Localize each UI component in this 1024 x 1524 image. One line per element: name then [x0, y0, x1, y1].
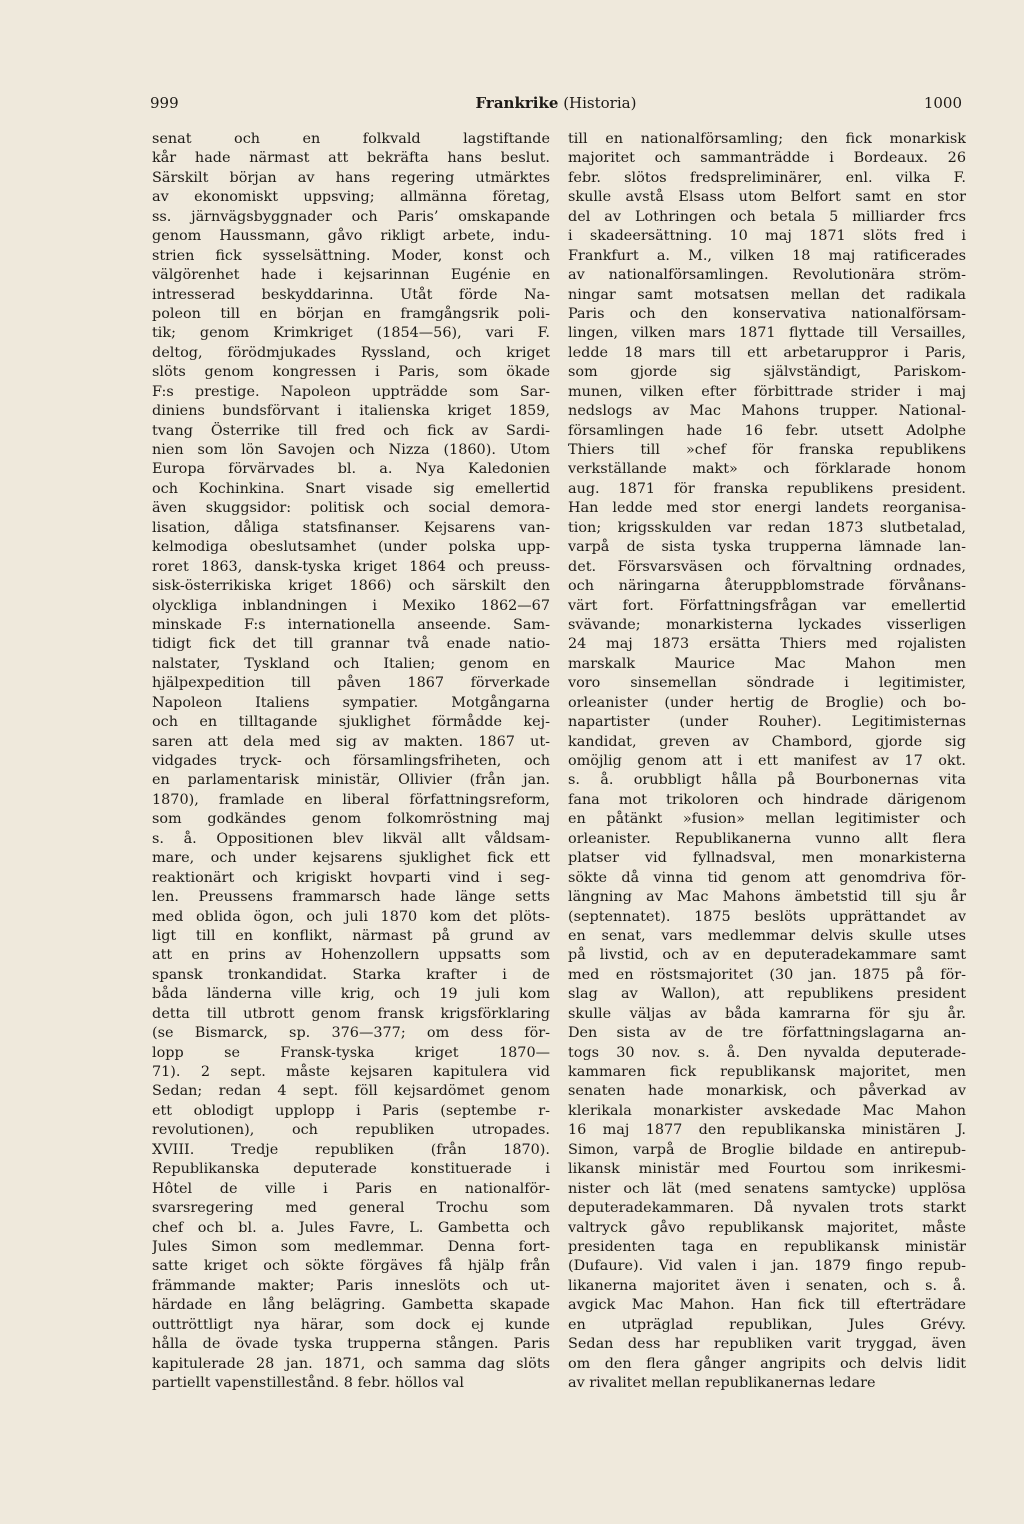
text-line: slag av Wallon), att republikens president: [568, 986, 966, 1003]
text-line: i skadeersättning. 10 maj 1871 slöts fred i: [568, 228, 966, 245]
text-line: detta till utbrott genom fransk krigsförklaring: [152, 1005, 550, 1022]
text-line: s. å. orubbligt hålla på Bourbonernas vita: [568, 772, 966, 789]
text-line: även skuggsidor: politisk och social demora-: [152, 500, 550, 517]
text-line: nedslogs av Mac Mahons trupper. National-: [568, 403, 966, 420]
text-line: längning av Mac Mahons ämbetstid till sju år: [568, 889, 966, 906]
text-line: likansk ministär med Fourtou som inrikesmi-: [568, 1161, 966, 1178]
text-line: omöjlig genom att i ett manifest av 17 okt.: [568, 753, 966, 769]
text-line: ligt till en konflikt, närmast på grund av: [152, 927, 550, 944]
text-line: mare, och under kejsarens sjuklighet fick ett: [152, 850, 550, 867]
text-line: av rivalitet mellan republikanernas ledare: [568, 1375, 876, 1391]
text-line: härdade en lång belägring. Gambetta skapade: [152, 1297, 550, 1314]
text-line: likanerna majoritet även i senaten, och s. å.: [568, 1277, 966, 1294]
text-line: Europa förvärvades bl. a. Nya Kaledonien: [152, 461, 550, 478]
text-line: valtryck gåvo republikansk majoritet, måste: [568, 1219, 966, 1236]
text-line: Thiers till »chef för franska republikens: [568, 442, 966, 458]
text-line: febr. slötos fredspreliminärer, enl. vilka F.: [568, 169, 966, 186]
text-line: med oblida ögon, och juli 1870 kom det plöts-: [152, 908, 550, 925]
text-line: spansk tronkandidat. Starka krafter i de: [152, 966, 550, 983]
text-line: tvang Österrike till fred och fick av Sardi-: [152, 422, 550, 439]
text-line: minskade F:s internationella anseende. Sam-: [152, 616, 550, 633]
text-line: nalstater, Tyskland och Italien; genom en: [152, 655, 550, 672]
text-line: Sedan; redan 4 sept. föll kejsardömet genom: [152, 1083, 550, 1100]
text-line: av nationalförsamlingen. Revolutionära ström-: [568, 267, 966, 284]
text-line: Republikanska deputerade konstituerade i: [152, 1161, 550, 1178]
text-line: vidgades tryck- och församlingsfriheten, och: [152, 753, 550, 769]
text-line: Paris och den konservativa nationalförsam-: [568, 305, 966, 322]
text-line: Simon, varpå de Broglie bildade en antirepub-: [568, 1141, 966, 1158]
text-line: varpå de sista tyska trupperna lämnade lan-: [568, 539, 966, 556]
text-line: aug. 1871 för franska republikens president.: [568, 480, 966, 497]
text-line: (se Bismarck, sp. 376—377; om dess för-: [152, 1025, 550, 1042]
text-line: kelmodiga obeslutsamhet (under polska upp-: [152, 539, 550, 556]
text-line: fana mot trikoloren och hindrade därigenom: [568, 791, 966, 808]
text-line: hålla de övade tyska trupperna stången. Paris: [152, 1336, 550, 1353]
text-line: välgörenhet hade i kejsarinnan Eugénie en: [152, 267, 550, 284]
text-line: strien fick sysselsättning. Moder, konst och: [152, 247, 550, 264]
text-line: ledde 18 mars till ett arbetaruppror i Paris,: [568, 344, 966, 361]
text-line: poleon till en början en framgångsrik poli-: [152, 305, 550, 322]
text-line: främmande makter; Paris inneslöts och ut-: [152, 1277, 550, 1294]
text-line: F:s prestige. Napoleon uppträdde som Sar-: [152, 383, 550, 400]
text-line: ningar samt motsatsen mellan det radikala: [568, 286, 966, 303]
text-line: kår hade närmast att bekräfta hans beslut.: [152, 150, 550, 167]
text-line: värt fort. Författningsfrågan var emellertid: [568, 597, 966, 614]
text-line: på livstid, och av en deputeradekammare samt: [568, 947, 966, 964]
page-number-right: 1000: [923, 94, 962, 112]
text-line: majoritet och sammanträdde i Bordeaux. 26: [568, 150, 966, 167]
text-line: svävande; monarkisterna lyckades visserligen: [568, 616, 966, 633]
text-line: voro sinsemellan söndrade i legitimister,: [568, 675, 966, 692]
text-line: svarsregering med general Trochu som: [152, 1200, 550, 1217]
text-line: lisation, dåliga statsfinanser. Kejsarens van-: [152, 519, 550, 536]
text-line: Hôtel de ville i Paris en nationalför-: [152, 1180, 550, 1197]
text-line: att en prins av Hohenzollern uppsatts som: [152, 947, 550, 964]
text-line: Sedan dess har republiken varit tryggad, även: [568, 1336, 966, 1353]
text-line: reaktionärt och krigiskt hovparti vind i seg-: [152, 869, 550, 886]
text-line: 71). 2 sept. måste kejsaren kapitulera vid: [152, 1064, 550, 1080]
left-text-column: [152, 130, 550, 1393]
text-line: roret 1863, dansk-tyska kriget 1864 och preuss-: [152, 558, 550, 575]
text-line: sisk-österrikiska kriget 1866) och särskilt den: [152, 578, 550, 595]
text-line: av ekonomiskt uppsving; allmänna företag,: [152, 189, 550, 206]
text-line: satte kriget och sökte förgäves få hjälp från: [152, 1258, 550, 1275]
text-line: en påtänkt »fusion» mellan legitimister och: [568, 811, 966, 828]
text-line: kapitulerade 28 jan. 1871, och samma dag slöts: [152, 1355, 550, 1372]
text-line: nien som lön Savojen och Nizza (1860). Utom: [152, 442, 550, 458]
text-line: Jules Simon som medlemmar. Denna fort-: [152, 1238, 550, 1255]
text-line: s. å. Oppositionen blev likväl allt våldsam-: [152, 830, 550, 847]
text-line: ss. järnvägsbyggnader och Paris’ omskapande: [152, 208, 550, 225]
text-line: nister och lät (med senatens samtycke) upplösa: [568, 1180, 966, 1197]
text-line: en utpräglad republikan, Jules Grévy.: [568, 1316, 966, 1333]
text-line: (Dufaure). Vid valen i jan. 1879 fingo repub-: [568, 1258, 966, 1275]
text-line: (septennatet). 1875 beslöts upprättandet av: [568, 908, 966, 925]
text-line: Napoleon Italiens sympatier. Motgångarna: [152, 694, 550, 711]
text-line: slöts genom kongressen i Paris, som ökade: [152, 364, 550, 381]
text-line: partiellt vapenstillestånd. 8 febr. höllos val: [152, 1375, 465, 1391]
text-line: munen, vilken efter förbittrade strider i maj: [568, 383, 966, 400]
text-line: orleanister (under hertig de Broglie) och bo-: [568, 694, 966, 711]
text-line: togs 30 nov. s. å. Den nyvalda deputerade-: [568, 1044, 966, 1061]
text-line: hjälpexpedition till påven 1867 förverkade: [152, 675, 550, 692]
text-line: del av Lothringen och betala 5 milliarder frcs: [568, 208, 966, 225]
text-line: kammaren fick republikansk majoritet, men: [568, 1064, 966, 1080]
text-line: chef och bl. a. Jules Favre, L. Gambetta och: [152, 1219, 550, 1236]
text-line: revolutionen), och republiken utropades.: [152, 1122, 550, 1139]
page-header: [150, 94, 962, 118]
text-line: XVIII. Tredje republiken (från 1870).: [152, 1141, 550, 1158]
text-line: 1870), framlade en liberal författningsreform,: [152, 791, 550, 808]
text-line: klerikala monarkister avskedade Mac Mahon: [568, 1102, 966, 1119]
text-line: marskalk Maurice Mac Mahon men: [568, 655, 966, 672]
text-line: lingen, vilken mars 1871 flyttade till Versailles,: [568, 325, 966, 342]
page-number-left: 999: [150, 94, 179, 112]
text-line: och Kochinkina. Snart visade sig emellertid: [152, 480, 550, 497]
text-line: båda länderna ville krig, och 19 juli kom: [152, 986, 550, 1003]
text-line: en senat, vars medlemmar delvis skulle utses: [568, 927, 966, 944]
text-line: genom Haussmann, gåvo rikligt arbete, indu-: [152, 228, 550, 245]
text-line: tion; krigsskulden var redan 1873 slutbetalad,: [568, 519, 966, 536]
text-line: deltog, förödmjukades Ryssland, och kriget: [152, 344, 550, 361]
text-line: tidigt fick det till grannar två enade natio-: [152, 636, 550, 653]
text-line: ett oblodigt upplopp i Paris (septembe r-: [152, 1102, 550, 1119]
text-line: saren att dela med sig av makten. 1867 ut-: [152, 733, 550, 750]
text-line: tik; genom Krimkriget (1854—56), vari F.: [152, 325, 550, 342]
text-line: outtröttligt nya härar, som dock ej kunde: [152, 1316, 550, 1333]
text-line: presidenten taga en republikansk ministär: [568, 1238, 966, 1255]
text-line: orleanister. Republikanerna vunno allt flera: [568, 830, 966, 847]
text-line: det. Försvarsväsen och förvaltning ordnades,: [568, 558, 966, 575]
text-line: 16 maj 1877 den republikanska ministären J.: [568, 1122, 966, 1139]
text-line: Han ledde med stor energi landets reorganisa-: [568, 500, 966, 517]
text-line: skulle väljas av båda kamrarna för sju år.: [568, 1005, 966, 1022]
text-line: skulle avstå Elsass utom Belfort samt en stor: [568, 189, 966, 206]
text-line: om den flera gånger angripits och delvis lidit: [568, 1355, 966, 1372]
text-line: olyckliga inblandningen i Mexiko 1862—67: [152, 597, 550, 614]
text-line: med en röstsmajoritet (30 jan. 1875 på för-: [568, 966, 966, 983]
text-line: Särskilt början av hans regering utmärktes: [152, 169, 550, 186]
running-title: [150, 94, 962, 112]
text-line: och en tilltagande sjuklighet förmådde kej-: [152, 714, 550, 731]
text-line: senaten hade monarkisk, och påverkad av: [568, 1083, 966, 1100]
text-line: kandidat, greven av Chambord, gjorde sig: [568, 733, 966, 750]
text-line: till en nationalförsamling; den fick monarkisk: [568, 131, 966, 147]
text-line: lopp se Fransk-tyska kriget 1870—: [152, 1044, 550, 1061]
text-line: intresserad beskyddarinna. Utåt förde Na-: [152, 286, 550, 303]
running-title-subject: (Historia): [563, 94, 637, 112]
text-line: napartister (under Rouher). Legitimisternas: [568, 714, 966, 731]
text-line: och näringarna återuppblomstrade förvånans-: [568, 578, 966, 595]
text-line: som gjorde sig självständigt, Pariskom-: [568, 364, 966, 381]
text-line: Den sista av de tre författningslagarna an-: [568, 1025, 966, 1042]
text-line: platser vid fyllnadsval, men monarkisterna: [568, 850, 966, 867]
text-line: senat och en folkvald lagstiftande: [152, 131, 550, 147]
text-line: som godkändes genom folkomröstning maj: [152, 811, 550, 828]
text-line: deputeradekammaren. Då nyvalen trots starkt: [568, 1200, 966, 1217]
right-text-column: [568, 130, 966, 1393]
text-line: 24 maj 1873 ersätta Thiers med rojalisten: [568, 636, 966, 653]
text-line: en parlamentarisk ministär, Ollivier (från jan.: [152, 772, 550, 789]
text-line: diniens bundsförvant i italienska kriget 1859,: [152, 403, 550, 420]
running-title-keyword: Frankrike: [475, 94, 559, 112]
text-line: församlingen hade 16 febr. utsett Adolphe: [568, 422, 966, 439]
text-line: len. Preussens frammarsch hade länge setts: [152, 889, 550, 906]
text-line: sökte då vinna tid genom att genomdriva för-: [568, 869, 966, 886]
text-line: Frankfurt a. M., vilken 18 maj ratificerades: [568, 247, 966, 264]
text-line: avgick Mac Mahon. Han fick till efterträdare: [568, 1297, 966, 1314]
text-line: verkställande makt» och förklarade honom: [568, 461, 966, 478]
